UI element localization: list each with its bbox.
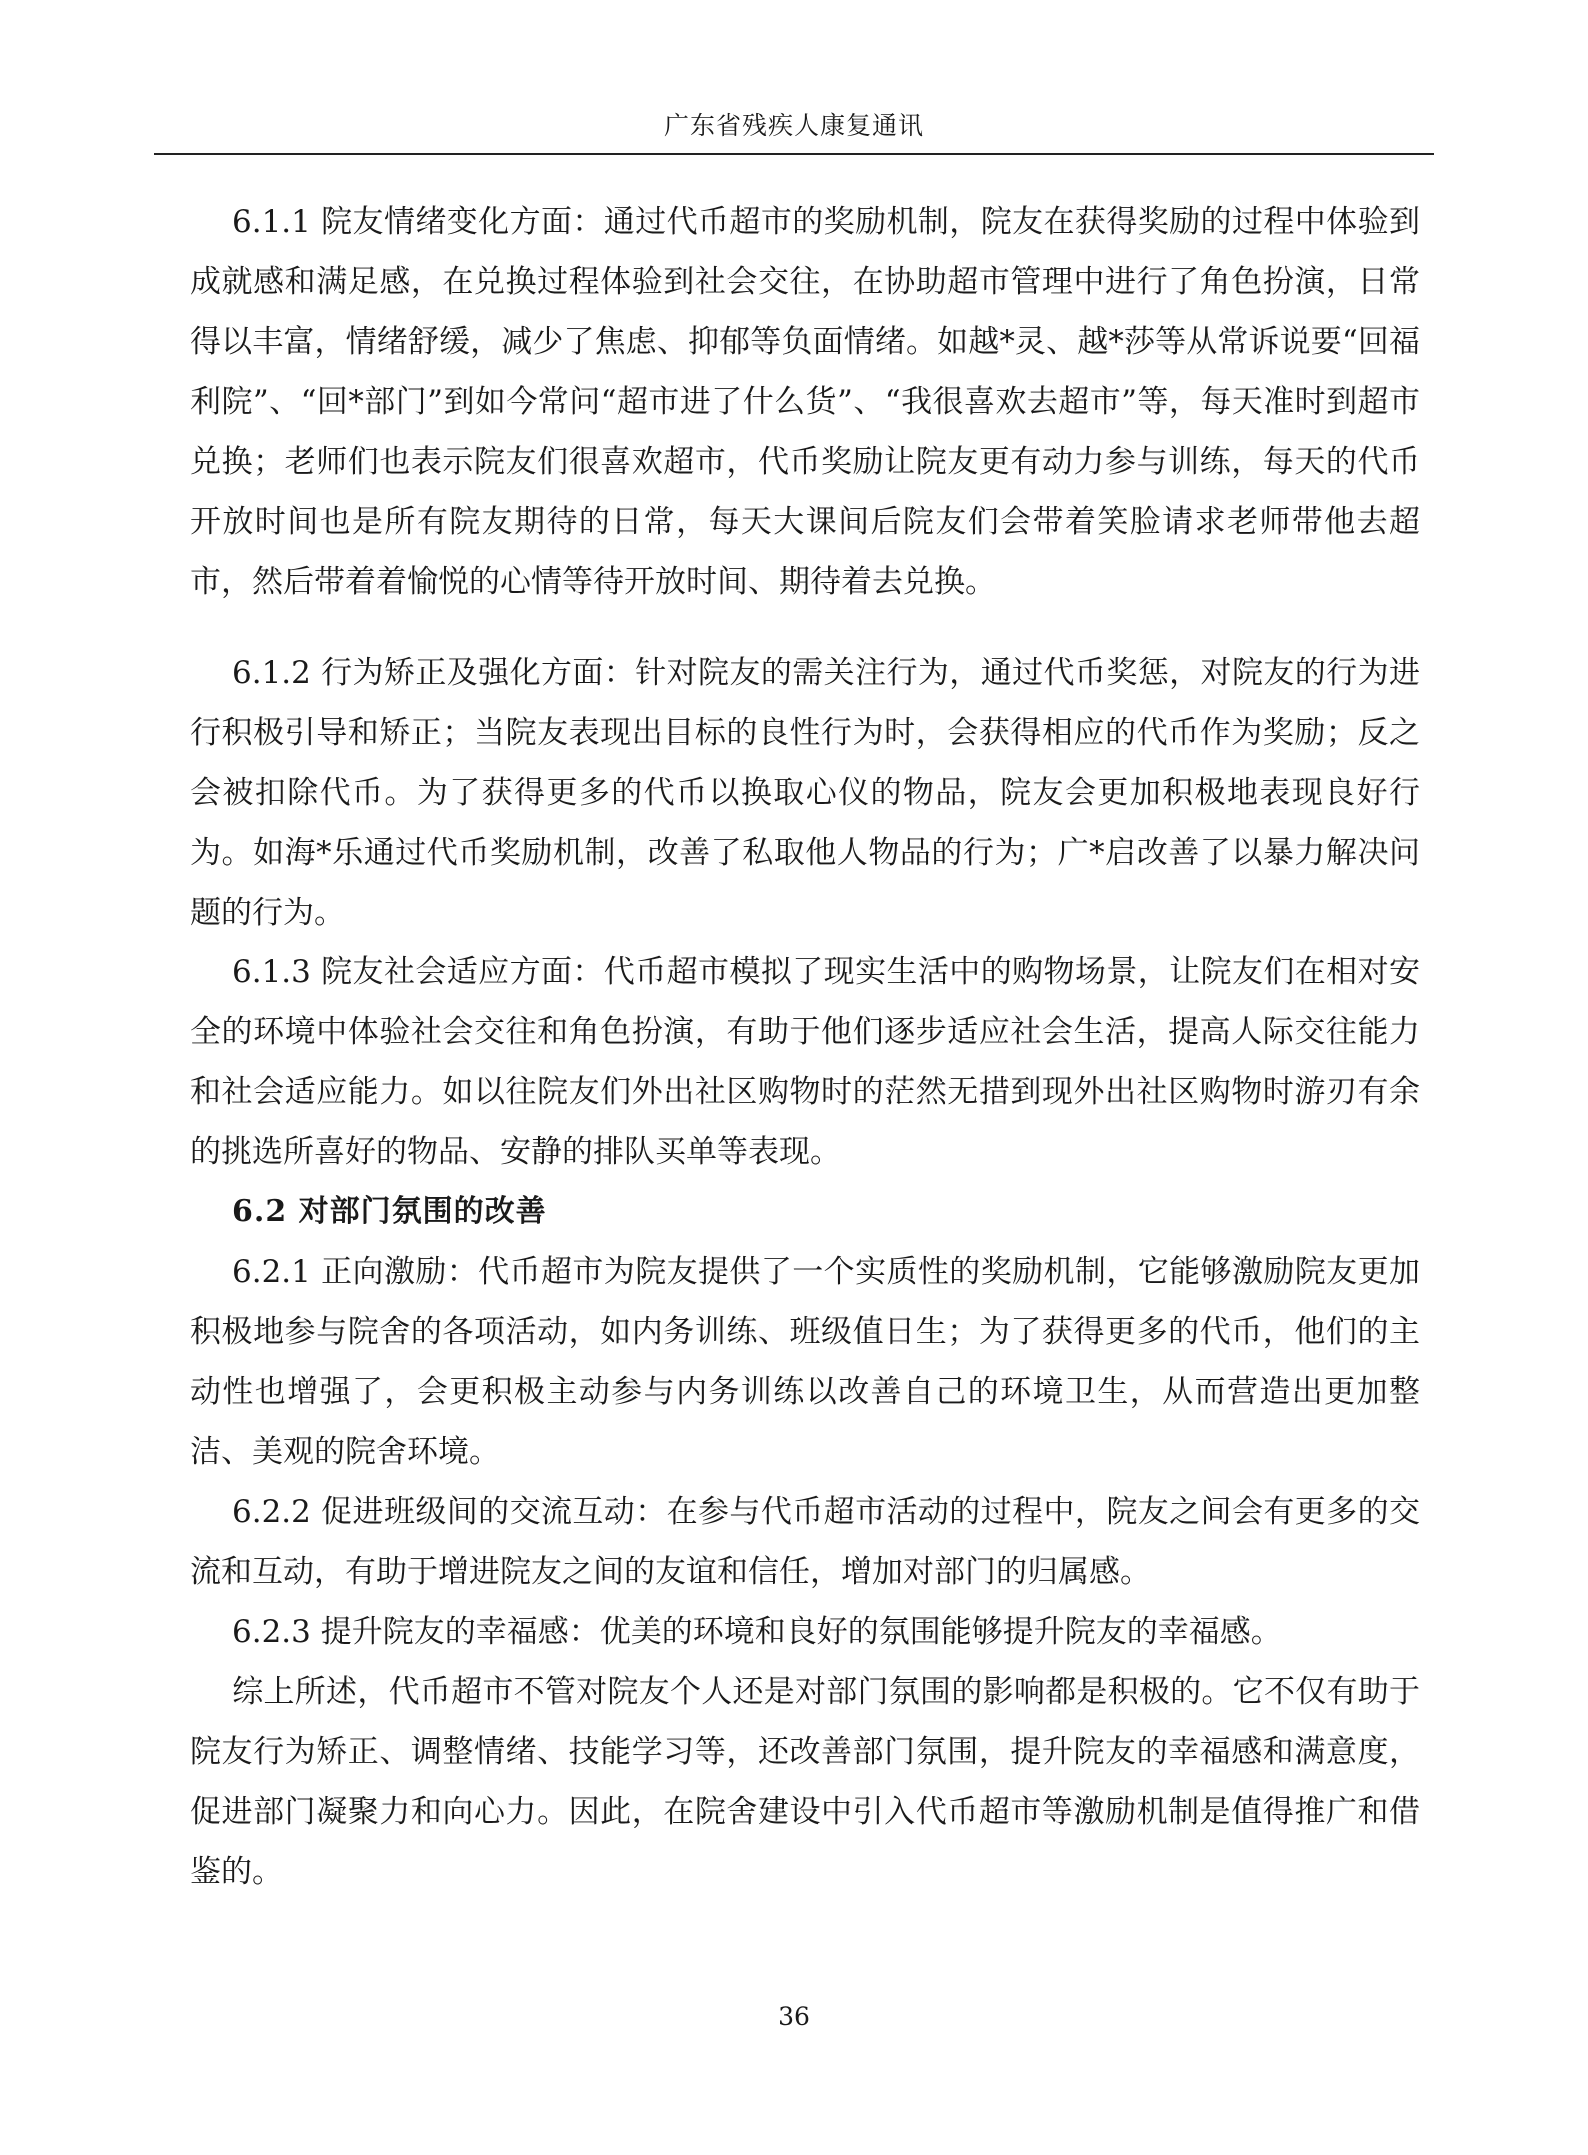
summary-paragraph bbox=[190, 1662, 1420, 1902]
page-number: 36 bbox=[778, 2002, 810, 2031]
paragraph-6-2-3-text: 6.2.3 提升院友的幸福感：优美的环境和良好的氛围能够提升院友的幸福感。 bbox=[232, 1614, 1282, 1650]
paragraph-6-1-1-text: 6.1.1 院友情绪变化方面：通过代币超市的奖励机制，院友在获得奖励的过程中体验到成就感和满足感，在兑换过程体验到社会交往，在协助超市管理中进行了角色扮演，日常得以丰富，情绪舒缓，减少了焦虑、抑郁等负面情绪。如越*灵、越*莎等从常诉说要“回福利院”、“回*部门”到如今常问“超市进了什么货”、“我很喜欢去超市”等，每天准时到超市兑换；老师们也表示院友们很喜欢超市，代币奖励让院友更有动力参与训练，每天的代币开放时间也是所有院友期待的日常，每天大课间后院友们会带着笑脸请求老师带他去超市，然后带着着愉悦的心情等待开放时间、期待着去兑换。 bbox=[190, 204, 1420, 600]
journal-title: 广东省残疾人康复通讯 bbox=[663, 111, 924, 140]
paragraph-6-1-2 bbox=[190, 643, 1420, 943]
paragraph-6-2-2 bbox=[190, 1482, 1420, 1602]
paragraph-6-2-1-text: 6.2.1 正向激励：代币超市为院友提供了一个实质性的奖励机制，它能够激励院友更加积极地参与院舍的各项活动，如内务训练、班级值日生；为了获得更多的代币，他们的主动性也增强了，会更积极主动参与内务训练以改善自己的环境卫生，从而营造出更加整洁、美观的院舍环境。 bbox=[190, 1254, 1420, 1470]
paragraph-6-2-1 bbox=[190, 1242, 1420, 1482]
header-divider bbox=[154, 153, 1434, 155]
paragraph-6-1-3-text: 6.1.3 院友社会适应方面：代币超市模拟了现实生活中的购物场景，让院友们在相对安全的环境中体验社会交往和角色扮演，有助于他们逐步适应社会生活，提高人际交往能力和社会适应能力。如以往院友们外出社区购物时的茫然无措到现外出社区购物时游刃有余的挑选所喜好的物品、安静的排队买单等表现。 bbox=[190, 954, 1420, 1170]
paragraph-6-1-2-text: 6.1.2 行为矫正及强化方面：针对院友的需关注行为，通过代币奖惩，对院友的行为进行积极引导和矫正；当院友表现出目标的良性行为时，会获得相应的代币作为奖励；反之会被扣除代币。为了获得更多的代币以换取心仪的物品，院友会更加积极地表现良好行为。如海*乐通过代币奖励机制，改善了私取他人物品的行为；广*启改善了以暴力解决问题的行为。 bbox=[190, 655, 1420, 931]
paragraph-6-1-3 bbox=[190, 942, 1420, 1182]
paragraph-6-2-2-text: 6.2.2 促进班级间的交流互动：在参与代币超市活动的过程中，院友之间会有更多的交流和互动，有助于增进院友之间的友谊和信任，增加对部门的归属感。 bbox=[190, 1494, 1420, 1590]
summary-paragraph-text: 综上所述，代币超市不管对院友个人还是对部门氛围的影响都是积极的。它不仅有助于院友行为矫正、调整情绪、技能学习等，还改善部门氛围，提升院友的幸福感和满意度，促进部门凝聚力和向心力。因此，在院舍建设中引入代币超市等激励机制是值得推广和借鉴的。 bbox=[190, 1674, 1420, 1890]
paragraph-6-2-3 bbox=[190, 1602, 1420, 1662]
paragraph-6-1-1 bbox=[190, 192, 1420, 612]
section-heading-6-2: 6.2 对部门氛围的改善 bbox=[232, 1194, 547, 1229]
